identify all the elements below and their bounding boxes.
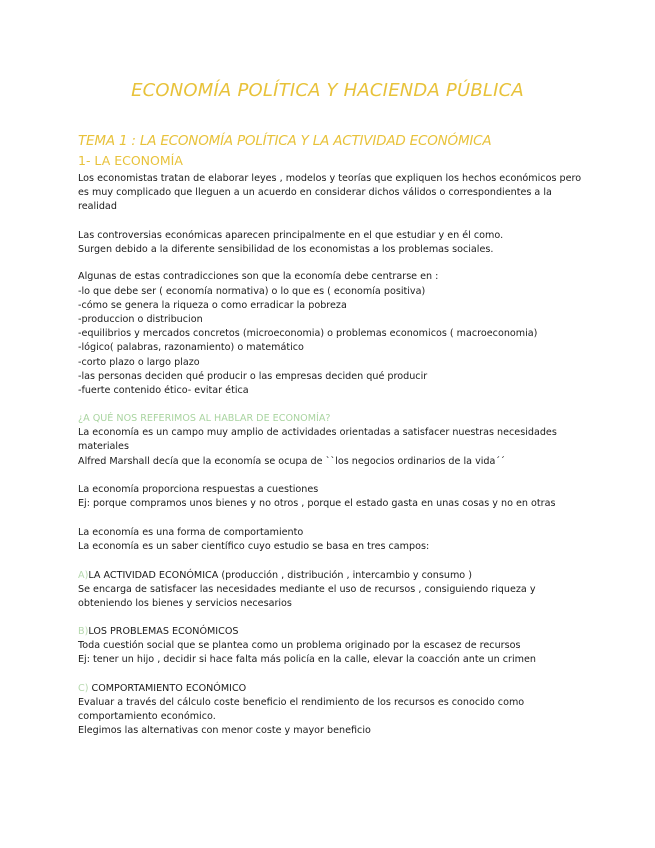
paragraph-line: materiales: [78, 441, 129, 452]
field-a-heading: [78, 569, 472, 582]
paragraph-line: Ej: porque compramos unos bienes y no otros , porque el estado gasta en unas cosas y no en otras: [78, 498, 556, 509]
paragraph-line: Elegimos las alternativas con menor coste y mayor beneficio: [78, 725, 371, 736]
paragraph-line: Los economistas tratan de elaborar leyes , modelos y teorías que expliquen los hechos económicos pero: [78, 173, 582, 184]
paragraph-line: es muy complicado que lleguen a un acuerdo en considerar dichos válidos o correspondientes a la: [78, 187, 552, 198]
list-item: -equilibrios y mercados concretos (microeconomia) o problemas economicos ( macroeconomia): [78, 328, 538, 339]
topic-heading: TEMA 1 : LA ECONOMÍA POLÍTICA Y LA ACTIVIDAD ECONÓMICA: [78, 133, 492, 149]
field-c-heading: [78, 682, 246, 695]
field-title: LA ACTIVIDAD ECONÓMICA (producción , distribución , intercambio y consumo ): [88, 570, 472, 581]
paragraph-line: realidad: [78, 201, 117, 212]
paragraph-line: Toda cuestión social que se plantea como un problema originado por la escasez de recursos: [78, 640, 521, 651]
paragraph-line: La economía proporciona respuestas a cuestiones: [78, 484, 319, 495]
field-title: LOS PROBLEMAS ECONÓMICOS: [88, 626, 239, 637]
list-item: -corto plazo o largo plazo: [78, 357, 200, 368]
section-heading: 1- LA ECONOMÍA: [78, 153, 183, 168]
paragraph-line: Surgen debido a la diferente sensibilidad de los economistas a los problemas sociales.: [78, 244, 494, 255]
paragraph-line: Se encarga de satisfacer las necesidades mediante el uso de recursos , consiguiendo riqueza y: [78, 584, 536, 595]
list-item: -las personas deciden qué producir o las empresas deciden qué producir: [78, 371, 428, 382]
paragraph-line: obteniendo los bienes y servicios necesarios: [78, 598, 292, 609]
paragraph-line: La economía es una forma de comportamiento: [78, 527, 304, 538]
paragraph-line: comportamiento económico.: [78, 711, 216, 722]
document-title: ECONOMÍA POLÍTICA Y HACIENDA PÚBLICA: [131, 80, 524, 101]
field-letter: B): [78, 626, 89, 637]
paragraph-line: La economía es un saber científico cuyo estudio se basa en tres campos:: [78, 541, 430, 552]
paragraph-line: Ej: tener un hijo , decidir si hace falta más policía en la calle, elevar la coacción ante un crimen: [78, 654, 536, 665]
paragraph-line: Evaluar a través del cálculo coste beneficio el rendimiento de los recursos es conocido como: [78, 697, 525, 708]
field-b-heading: [78, 625, 238, 638]
paragraph-line: La economía es un campo muy amplio de actividades orientadas a satisfacer nuestras necesidades: [78, 427, 557, 438]
field-letter: A): [78, 570, 89, 581]
list-item: -lo que debe ser ( economía normativa) o lo que es ( economía positiva): [78, 286, 426, 297]
paragraph-line: Alfred Marshall decía que la economía se ocupa de ``los negocios ordinarios de la vida´´: [78, 456, 505, 467]
field-title: COMPORTAMIENTO ECONÓMICO: [88, 683, 247, 694]
list-item: -lógico( palabras, razonamiento) o matemático: [78, 342, 304, 353]
field-letter: C): [78, 683, 89, 694]
paragraph-line: Algunas de estas contradicciones son que la economía debe centrarse en :: [78, 271, 439, 282]
paragraph-line: Las controversias económicas aparecen principalmente en el que estudiar y en él como.: [78, 230, 504, 241]
list-item: -fuerte contenido ético- evitar ética: [78, 385, 249, 396]
question-heading: ¿A QUÉ NOS REFERIMOS AL HABLAR DE ECONOMÍA?: [78, 413, 331, 424]
list-item: -cómo se genera la riqueza o como erradicar la pobreza: [78, 300, 347, 311]
list-item: -produccion o distribucion: [78, 314, 203, 325]
